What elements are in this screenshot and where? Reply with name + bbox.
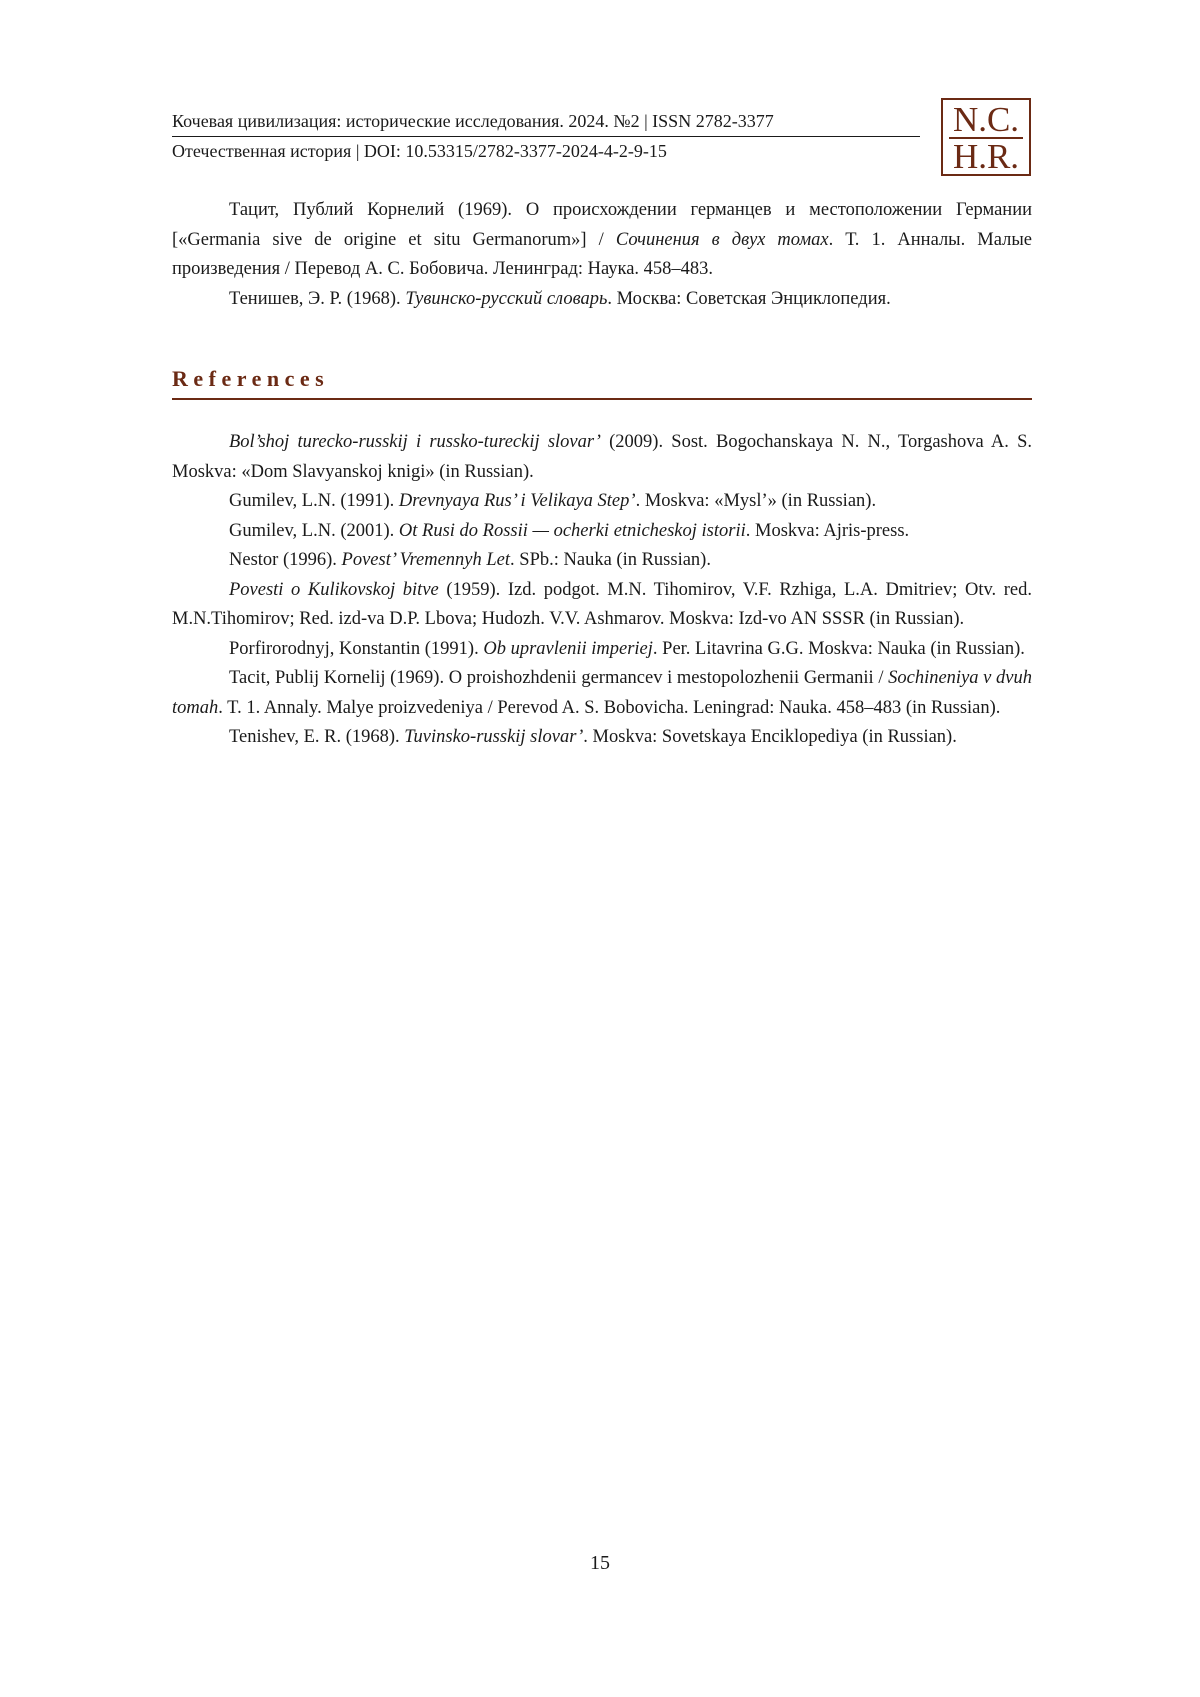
reference-text: Gumilev, L.N. (2001). [229, 520, 399, 541]
russian-references-list [172, 196, 1032, 314]
reference-entry [172, 428, 1032, 487]
references-heading: References [172, 366, 1032, 400]
reference-text: Tenishev, E. R. (1968). [229, 727, 405, 747]
section-doi-line: Отечественная история | DOI: 10.53315/2782-3377-2024-4-2-9-15 [172, 141, 667, 161]
reference-title: Tuvinsko-russkij slovar’ [404, 727, 584, 747]
reference-entry [172, 517, 1032, 547]
reference-title: Povesti o Kulikovskoj bitve [229, 579, 439, 600]
reference-text: . Moskva: Sovetskaya Enciklopediya (in Russian). [583, 727, 957, 747]
references-list [172, 428, 1032, 753]
reference-entry [172, 487, 1032, 517]
reference-title: Sochineniya v dvuh tomah [172, 668, 1032, 718]
reference-title: Сочинения в двух томах [615, 229, 829, 250]
reference-text: . Moskva: Ajris-press. [745, 520, 910, 541]
reference-title: Povest’ Vremennyh Let [341, 550, 511, 570]
reference-text: . Moskva: «Mysl’» (in Russian). [635, 491, 877, 511]
reference-entry [172, 723, 1032, 753]
reference-entry [172, 546, 1032, 576]
reference-entry [172, 576, 1032, 635]
reference-entry [172, 635, 1032, 665]
reference-title: Тувинско-русский словарь [405, 288, 608, 309]
reference-text: . SPb.: Nauka (in Russian). [510, 550, 711, 570]
reference-title: Bol’shoj turecko-russkij i russko-tureckij slovar’ [229, 432, 601, 452]
journal-title-line: Кочевая цивилизация: исторические исследования. 2024. №2 | ISSN 2782-3377 [172, 108, 920, 137]
reference-entry [172, 196, 1032, 285]
reference-text: Tacit, Publij Kornelij (1969). O proishozhdenii germancev i mestopolozhenii Germanii / [229, 668, 889, 688]
journal-logo [941, 98, 1031, 176]
reference-entry [172, 285, 1032, 315]
reference-entry [172, 664, 1032, 723]
reference-text: Тенишев, Э. Р. (1968). [229, 288, 406, 309]
reference-text: Nestor (1996). [229, 550, 342, 570]
reference-text: Gumilev, L.N. (1991). [229, 491, 399, 511]
reference-text: . T. 1. Annaly. Malye proizvedeniya / Perevod A. S. Bobovicha. Leningrad: Nauka. 458–483 (in Russian). [218, 697, 1001, 718]
reference-text: . Т. 1. Анналы. Малые произведения / Перевод А. С. Бобовича. Ленинград: Наука. 458–483. [172, 229, 1033, 279]
logo-text-bottom: H.R. [952, 137, 1020, 176]
reference-text: Porfirorodnyj, Konstantin (1991). [229, 638, 484, 659]
reference-title: Drevnyaya Rus’ i Velikaya Step’ [398, 491, 636, 511]
running-header [172, 108, 920, 164]
reference-text: Тацит, Публий Корнелий (1969). О происхождении германцев и местоположении Германии [«Germania sive de origine et situ Germanorum»] / [172, 200, 1032, 250]
reference-text: . Москва: Советская Энциклопедия. [607, 288, 891, 309]
reference-text: (1959). Izd. podgot. M.N. Tihomirov, V.F. Rzhiga, L.A. Dmitriev; Otv. red. M.N.Tihomirov; Red. izd-va D.P. Lbova; Hudozh. V.V. Ashmarov. Moskva: Izd-vo AN SSSR (in Russian). [172, 579, 1032, 629]
logo-text-top: N.C. [952, 100, 1020, 139]
reference-title: Ob upravlenii imperiej [483, 638, 653, 659]
reference-text: . Per. Litavrina G.G. Moskva: Nauka (in Russian). [652, 638, 1025, 659]
reference-title: Ot Rusi do Rossii — ocherki etnicheskoj istorii [398, 520, 746, 541]
page-number: 15 [590, 1552, 610, 1574]
reference-text: (2009). Sost. Bogochanskaya N. N., Torgashova A. S. Moskva: «Dom Slavyanskoj knigi» (in Russian). [172, 432, 1032, 482]
